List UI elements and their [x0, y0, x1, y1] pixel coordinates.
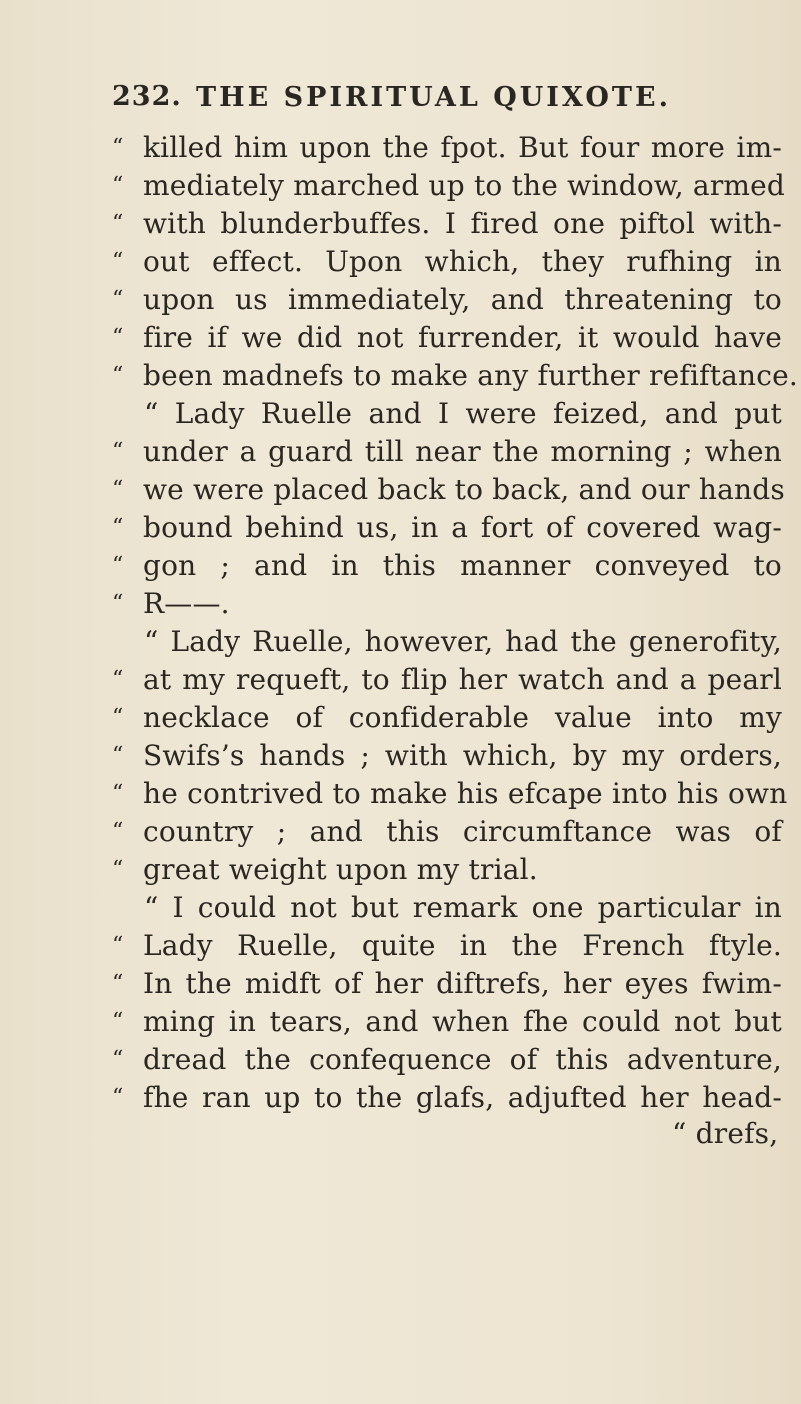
- line-text: “ I could not but remark one particular in: [144, 891, 782, 924]
- text-line: [112, 1078, 782, 1118]
- catchword-line: [112, 1114, 782, 1154]
- text-line: [112, 318, 782, 358]
- quote-mark: “: [112, 781, 124, 806]
- text-line: [112, 166, 786, 206]
- line-text: Swifs’s hands ; with which, by my orders,: [143, 739, 782, 772]
- line-text: great weight upon my trial.: [143, 853, 538, 886]
- line-text: fhe ran up to the glafs, adjufted her head-: [143, 1081, 782, 1114]
- line-text: we were placed back to back, and our hands: [143, 473, 785, 506]
- line-text: at my requeft, to flip her watch and a pearl: [143, 663, 782, 696]
- line-text: out effect. Upon which, they rufhing in: [143, 245, 782, 278]
- catchword: “ drefs,: [672, 1117, 779, 1150]
- quote-mark: “: [112, 591, 124, 616]
- text-line: [112, 812, 782, 852]
- line-text: gon ; and in this manner conveyed to: [143, 549, 782, 582]
- text-line: [112, 546, 782, 586]
- quote-mark: “: [112, 1009, 124, 1034]
- text-line: [112, 204, 782, 244]
- line-text: he contrived to make his efcape into his own: [143, 777, 788, 810]
- text-line: [112, 470, 785, 510]
- line-text: ming in tears, and when fhe could not but: [143, 1005, 782, 1038]
- quote-mark: “: [112, 363, 124, 388]
- quote-mark: “: [112, 1085, 124, 1110]
- quote-mark: “: [112, 515, 124, 540]
- text-line: [112, 1040, 782, 1080]
- line-text: under a guard till near the morning ; when: [143, 435, 782, 468]
- line-text: Lady Ruelle, quite in the French ftyle.: [143, 929, 782, 962]
- quote-mark: “: [112, 477, 124, 502]
- text-line: [112, 280, 782, 320]
- quote-mark: “: [112, 325, 124, 350]
- page-number: 232.: [112, 81, 182, 112]
- line-text: “ Lady Ruelle, however, had the generofity,: [144, 625, 782, 658]
- line-text: with blunderbuffes. I fired one piftol with-: [143, 207, 782, 240]
- line-text: bound behind us, in a fort of covered wag-: [143, 511, 782, 544]
- text-line: [112, 888, 782, 928]
- text-line: [112, 128, 782, 168]
- quote-mark: “: [112, 439, 124, 464]
- quote-mark: “: [112, 287, 124, 312]
- line-text: country ; and this circumftance was of: [143, 815, 782, 848]
- text-line: [112, 394, 782, 434]
- quote-mark: “: [112, 743, 124, 768]
- line-text: upon us immediately, and threatening to: [143, 283, 782, 316]
- text-line: [112, 964, 782, 1004]
- text-line: [112, 356, 799, 396]
- quote-mark: “: [112, 1047, 124, 1072]
- line-text: “ Lady Ruelle and I were feized, and put: [144, 397, 782, 430]
- line-text: R——.: [143, 587, 230, 620]
- line-text: necklace of confiderable value into my: [143, 701, 782, 734]
- text-line: [112, 584, 782, 624]
- quote-mark: “: [112, 857, 124, 882]
- text-line: [112, 622, 782, 662]
- quote-mark: “: [112, 819, 124, 844]
- line-text: dread the confequence of this adventure,: [143, 1043, 782, 1076]
- quote-mark: “: [112, 553, 124, 578]
- quote-mark: “: [112, 249, 124, 274]
- quote-mark: “: [112, 173, 124, 198]
- text-line: [112, 242, 782, 282]
- quote-mark: “: [112, 705, 124, 730]
- line-text: fire if we did not furrender, it would have: [143, 321, 782, 354]
- line-text: mediately marched up to the window, armed: [143, 169, 786, 202]
- quote-mark: “: [112, 211, 124, 236]
- line-text: In the midft of her diftrefs, her eyes fwim-: [143, 967, 782, 1000]
- text-line: [112, 774, 788, 814]
- quote-mark: “: [112, 135, 124, 160]
- text-line: [112, 508, 782, 548]
- text-line: [112, 660, 782, 700]
- line-text: been madnefs to make any further refiftance.: [143, 359, 799, 392]
- text-line: [112, 850, 782, 890]
- quote-mark: “: [112, 933, 124, 958]
- line-text: killed him upon the fpot. But four more im-: [143, 131, 782, 164]
- text-line: [112, 432, 782, 472]
- text-line: [112, 926, 782, 966]
- running-title: THE SPIRITUAL QUIXOTE.: [196, 82, 671, 113]
- text-line: [112, 1002, 782, 1042]
- quote-mark: “: [112, 667, 124, 692]
- text-line: [112, 698, 782, 738]
- text-line: [112, 736, 782, 776]
- quote-mark: “: [112, 971, 124, 996]
